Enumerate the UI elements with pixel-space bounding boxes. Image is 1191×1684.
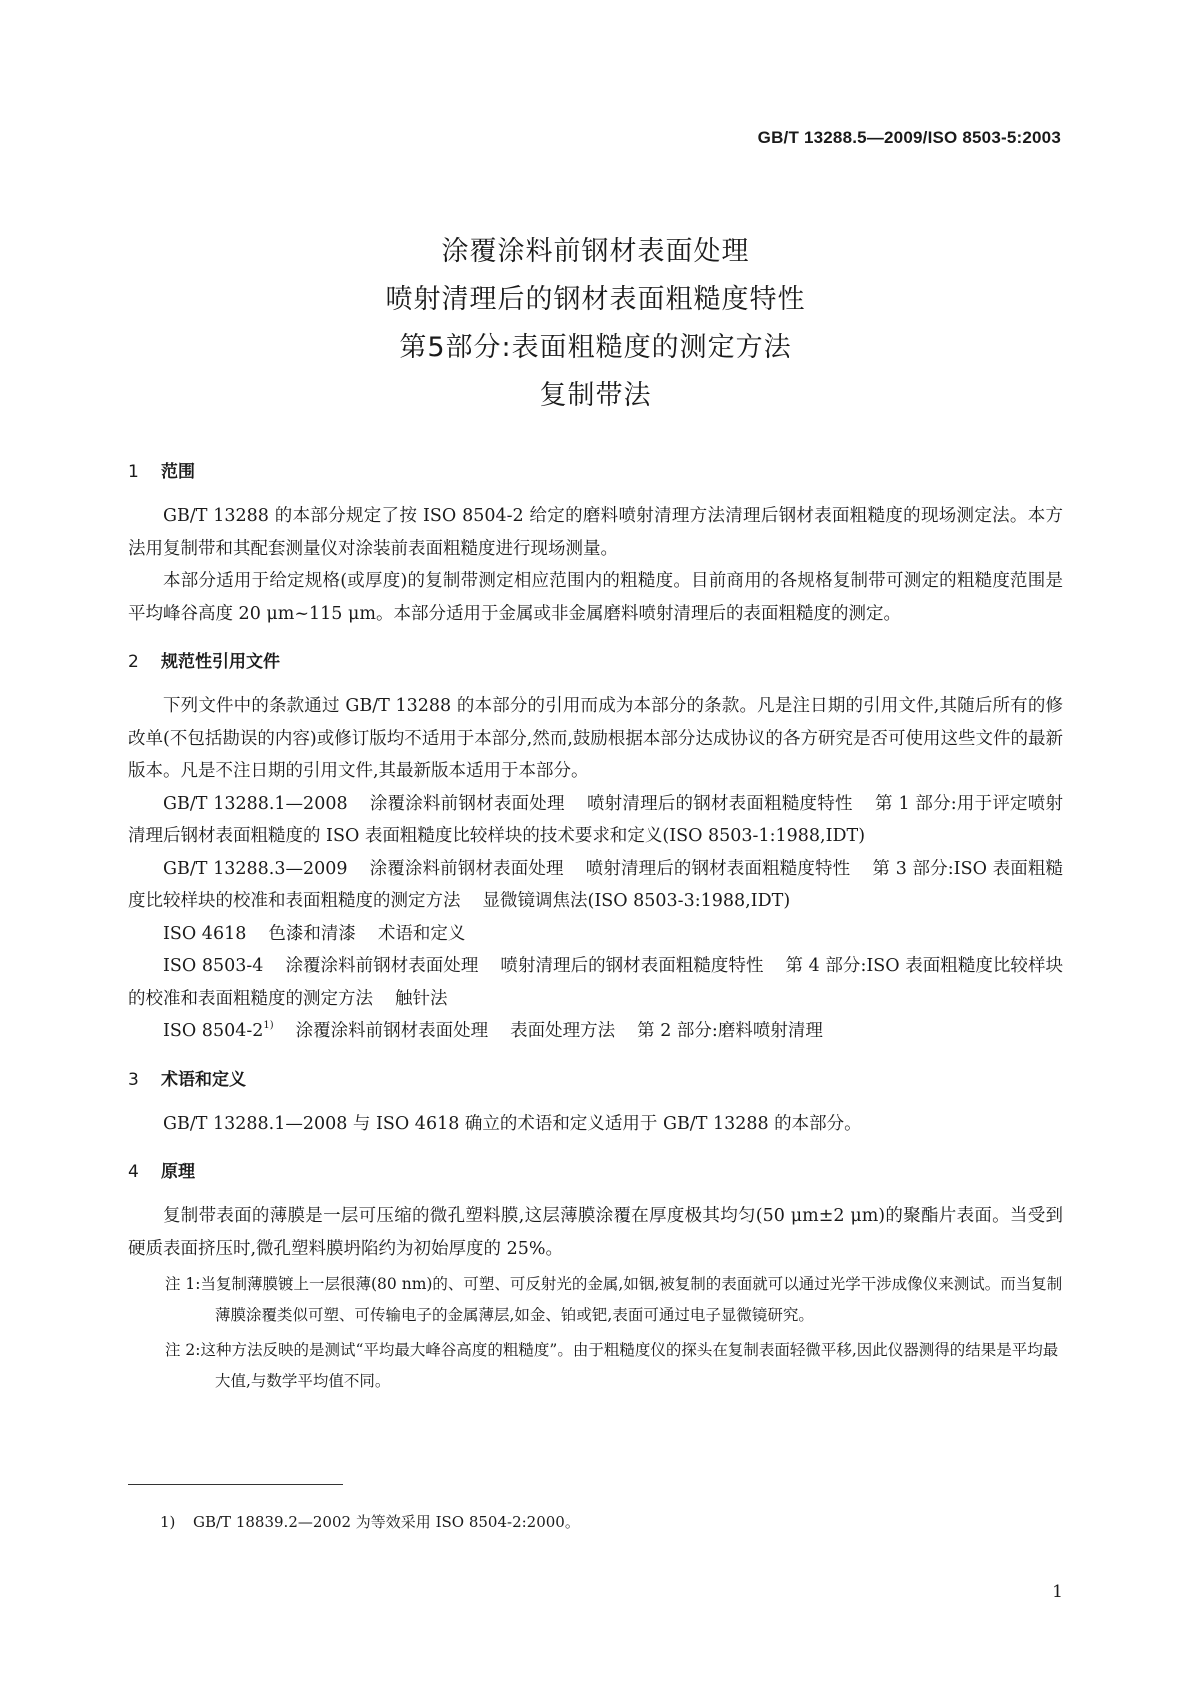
reference-title-part: 第 3 部分:ISO 表面粗糙度比较样块的校准和表面粗糙度的测定方法 <box>128 858 1064 911</box>
section-2-intro: 下列文件中的条款通过 GB/T 13288 的本部分的引用而成为本部分的条款。凡是注日期的引用文件,其随后所有的修改单(不包括勘误的内容)或修订版均不适用于本部分,然而,鼓励根据本部分达成协议的各方研究是否可使用这些文件的最新版本。凡是不注日期的引用文件,其最新版本适用于本部分。 <box>128 696 1063 781</box>
standard-code-header: GB/T 13288.5—2009/ISO 8503-5:2003 <box>757 128 1061 147</box>
section-title: 原理 <box>161 1162 195 1182</box>
section-1-paragraph-2: 本部分适用于给定规格(或厚度)的复制带测定相应范围内的粗糙度。目前商用的各规格复制带可测定的粗糙度范围是平均峰谷高度 20 μm~115 μm。本部分适用于金属或非金属磨料喷射清理后的表面粗糙度的测定。 <box>128 571 1063 624</box>
footnote-mark: 1) <box>160 1513 176 1531</box>
section-title: 规范性引用文件 <box>161 652 280 672</box>
footnote <box>160 1510 580 1534</box>
reference-title-part: 显微镜调焦法(ISO 8503-3:1988,IDT) <box>482 891 791 911</box>
document-title <box>0 228 1191 420</box>
footnote-marker: 1) <box>263 1020 274 1031</box>
section-number: 1 <box>128 462 139 482</box>
section-3-paragraph: GB/T 13288.1—2008 与 ISO 4618 确立的术语和定义适用于 GB/T 13288 的本部分。 <box>163 1113 862 1134</box>
reference-title-part: 喷射清理后的钢材表面粗糙度特性 <box>585 858 851 879</box>
section-2-heading <box>128 648 1063 676</box>
reference-title-part: 喷射清理后的钢材表面粗糙度特性 <box>500 956 764 976</box>
title-line-3: 第5部分:表面粗糙度的测定方法 <box>399 332 792 363</box>
reference-title-part: 涂覆涂料前钢材表面处理 <box>369 858 564 879</box>
footnote-text: GB/T 18839.2—2002 为等效采用 ISO 8504-2:2000。 <box>193 1513 580 1531</box>
reference-title-part: 色漆和清漆 <box>268 923 356 944</box>
section-number: 4 <box>128 1162 139 1182</box>
note-2: 注 2:这种方法反映的是测试“平均最大峰谷高度的粗糙度”。由于粗糙度仪的探头在复制表面轻微平移,因此仪器测得的结果是平均最大值,与数学平均值不同。 <box>165 1341 1059 1390</box>
section-4-heading <box>128 1158 1063 1186</box>
title-line-2: 喷射清理后的钢材表面粗糙度特性 <box>385 284 806 315</box>
reference-item <box>128 918 1063 951</box>
reference-title-part: 第 4 部分:ISO 表面粗糙度比较样块的校准和表面粗糙度的测定方法 <box>128 956 1064 1009</box>
reference-item <box>128 950 1063 1015</box>
title-line-1: 涂覆涂料前钢材表面处理 <box>441 236 750 267</box>
reference-code: ISO 8503-4 <box>163 956 264 976</box>
reference-title-part: 涂覆涂料前钢材表面处理 <box>369 793 565 814</box>
reference-code: ISO 8504-2 <box>163 1021 264 1041</box>
reference-title-part: 术语和定义 <box>377 923 466 944</box>
section-1-heading <box>128 458 1063 486</box>
section-1-paragraph-1: GB/T 13288 的本部分规定了按 ISO 8504-2 给定的磨料喷射清理方法清理后钢材表面粗糙度的现场测定法。本方法用复制带和其配套测量仪对涂装前表面粗糙度进行现场测量。 <box>128 506 1063 559</box>
reference-item <box>128 788 1063 853</box>
section-number: 3 <box>128 1069 139 1090</box>
document-body <box>128 458 1063 1397</box>
section-3-heading <box>128 1066 1063 1094</box>
reference-title-part: 涂覆涂料前钢材表面处理 <box>295 1021 489 1041</box>
reference-title-part: 触针法 <box>395 988 448 1009</box>
reference-title-part: 表面处理方法 <box>510 1021 616 1041</box>
reference-title-part: 喷射清理后的钢材表面粗糙度特性 <box>586 793 853 814</box>
reference-item <box>128 1015 1063 1048</box>
section-number: 2 <box>128 652 139 672</box>
reference-item <box>128 853 1063 918</box>
reference-title-part: 第 1 部分:用于评定喷射清理后钢材表面粗糙度的 ISO 表面粗糙度比较样块的技术要求和定义(ISO 8503-1:1988,IDT) <box>128 793 1063 846</box>
reference-code: GB/T 13288.3—2009 <box>163 858 348 879</box>
section-4-paragraph: 复制带表面的薄膜是一层可压缩的微孔塑料膜,这层薄膜涂覆在厚度极其均匀(50 μm±2 μm)的聚酯片表面。当受到硬质表面挤压时,微孔塑料膜坍陷约为初始厚度的 25%。 <box>128 1206 1063 1259</box>
section-title: 范围 <box>161 462 195 482</box>
note-1: 注 1:当复制薄膜镀上一层很薄(80 nm)的、可塑、可反射光的金属,如铟,被复制的表面就可以通过光学干涉成像仪来测试。而当复制薄膜涂覆类似可塑、可传输电子的金属薄层,如金、铂或钯,表面可通过电子显微镜研究。 <box>165 1275 1063 1324</box>
title-line-4: 复制带法 <box>539 380 652 411</box>
page-number: 1 <box>1052 1582 1063 1602</box>
reference-code: ISO 4618 <box>163 923 247 944</box>
reference-title-part: 第 2 部分:磨料喷射清理 <box>637 1021 823 1041</box>
section-title: 术语和定义 <box>161 1069 246 1090</box>
footnote-divider <box>128 1484 343 1485</box>
reference-title-part: 涂覆涂料前钢材表面处理 <box>285 956 479 976</box>
reference-code: GB/T 13288.1—2008 <box>163 793 348 814</box>
